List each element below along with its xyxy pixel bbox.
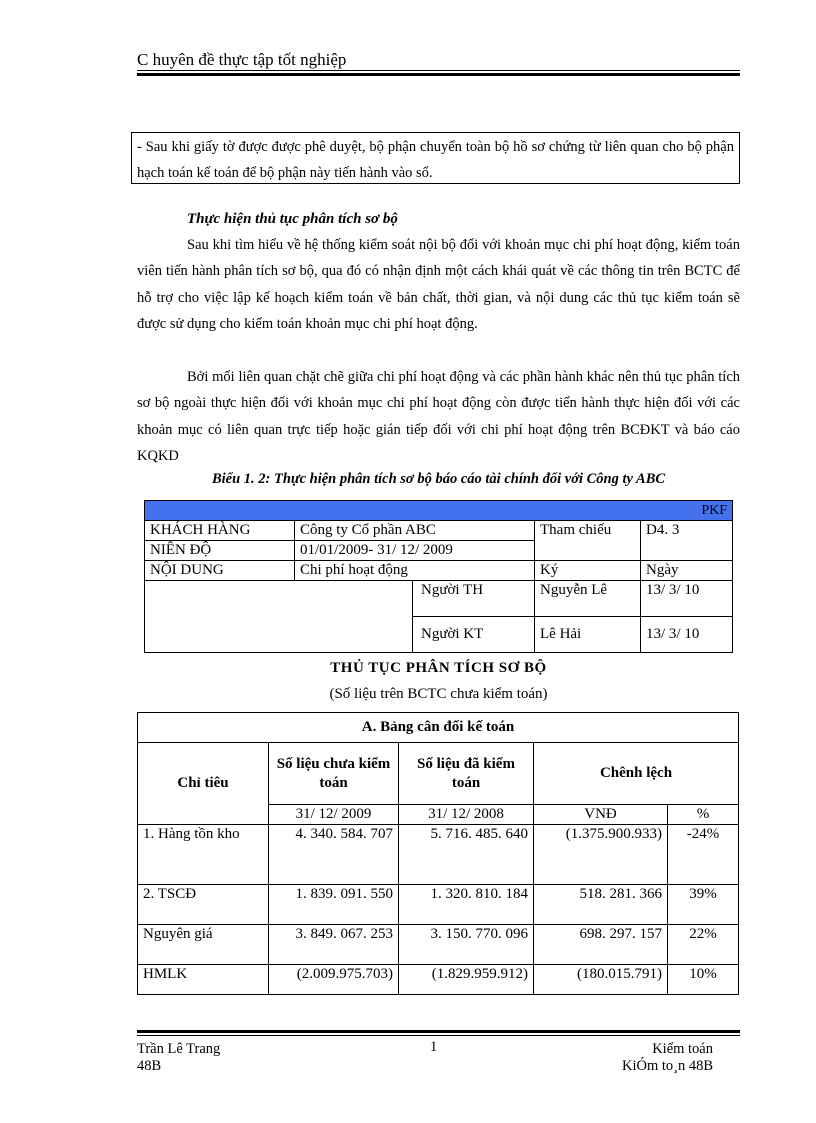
balance-sheet-section-title: A. Bảng cân đối kế toán xyxy=(138,713,739,743)
row-audited: (1.829.959.912) xyxy=(399,965,534,995)
row-pct: 39% xyxy=(668,885,739,925)
row-item: HMLK xyxy=(138,965,269,995)
content-label: NỘI DUNG xyxy=(145,561,295,581)
row-diff: 698. 297. 157 xyxy=(534,925,668,965)
col-unaudited-header: Số liệu chưa kiểm toán xyxy=(269,743,399,805)
reviewer-label: Người KT xyxy=(413,617,535,653)
preparer-label: Người TH xyxy=(413,581,535,617)
footer-rule-thick xyxy=(137,1030,740,1033)
date-audited: 31/ 12/ 2008 xyxy=(399,805,534,825)
row-unaudited: (2.009.975.703) xyxy=(269,965,399,995)
page-header-title: C huyên đề thực tập tốt nghiệp xyxy=(137,50,347,69)
reference-value: D4. 3 xyxy=(641,521,733,561)
col-audited-header: Số liệu đã kiểm toán xyxy=(399,743,534,805)
row-item: 2. TSCĐ xyxy=(138,885,269,925)
date-unaudited: 31/ 12/ 2009 xyxy=(269,805,399,825)
header-rule-thick xyxy=(137,73,740,76)
audit-info-table xyxy=(144,500,733,653)
row-item: 1. Hàng tồn kho xyxy=(138,825,269,885)
row-audited: 5. 716. 485. 640 xyxy=(399,825,534,885)
row-item: Nguyên giá xyxy=(138,925,269,965)
row-pct: 10% xyxy=(668,965,739,995)
row-unaudited: 1. 839. 091. 550 xyxy=(269,885,399,925)
page-number: 1 xyxy=(430,1039,438,1055)
paragraph-1: Sau khi tìm hiểu về hệ thống kiểm soát nội bộ đối với khoản mục chi phí hoạt động, kiểm toán viên tiến hành phân tích sơ bộ, qua đó có nhận định một cách khái quát về các thông tin trên BCTC để hỗ trợ cho việc lập kế hoạch kiểm toán về bản chất, thời gian, và nội dung các thủ tục kiểm toán sẽ được sử dụng cho kiểm toán khoản mục chi phí hoạt động. xyxy=(137,237,740,332)
blank-cell xyxy=(145,581,413,653)
header-rule-thin xyxy=(137,70,740,71)
table-row xyxy=(138,825,739,885)
figure-caption: Biểu 1. 2: Thực hiện phân tích sơ bộ báo cáo tài chính đối với Công ty ABC xyxy=(211,471,666,487)
footer-left xyxy=(137,1041,220,1075)
sign-label: Ký xyxy=(535,561,641,581)
client-label: KHÁCH HÀNG xyxy=(145,521,295,541)
row-diff: (180.015.791) xyxy=(534,965,668,995)
table-row xyxy=(138,925,739,965)
footer-dept-garbled: KiÓm to¸n 48B xyxy=(621,1058,713,1074)
footer-rule-thin xyxy=(137,1035,740,1036)
col-item-header: Chỉ tiêu xyxy=(138,743,269,825)
row-diff: 518. 281. 366 xyxy=(534,885,668,925)
footer-dept: Kiểm toán xyxy=(652,1041,713,1057)
table-row xyxy=(138,965,739,995)
procedure-subtitle: (Số liệu trên BCTC chưa kiểm toán) xyxy=(329,686,548,702)
period-value: 01/01/2009- 31/ 12/ 2009 xyxy=(295,541,535,561)
paragraph-2: Bởi mối liên quan chặt chẽ giữa chi phí hoạt động và các phần hành khác nên thủ tục phân tích sơ bộ ngoài thực hiện đối với khoản mục chi phí hoạt động còn được tiến hành thực hiện đối với các khoản mục có liên quan trực tiếp hoặc gián tiếp đối với chi phí hoạt động trên BCĐKT và báo cáo KQKD xyxy=(137,369,740,464)
period-label: NIÊN ĐỘ xyxy=(145,541,295,561)
preparer-date: 13/ 3/ 10 xyxy=(641,581,733,617)
row-diff: (1.375.900.933) xyxy=(534,825,668,885)
row-audited: 1. 320. 810. 184 xyxy=(399,885,534,925)
balance-sheet-table xyxy=(137,712,739,995)
reference-label: Tham chiếu xyxy=(535,521,641,561)
content-value: Chi phí hoạt động xyxy=(295,561,535,581)
row-unaudited: 3. 849. 067. 253 xyxy=(269,925,399,965)
reviewer-name: Lê Hải xyxy=(535,617,641,653)
pkf-logo: PKF xyxy=(145,501,733,521)
row-pct: -24% xyxy=(668,825,739,885)
row-unaudited: 4. 340. 584. 707 xyxy=(269,825,399,885)
row-audited: 3. 150. 770. 096 xyxy=(399,925,534,965)
footer-author: Trần Lê Trang xyxy=(137,1041,221,1057)
client-value: Công ty Cổ phần ABC xyxy=(295,521,535,541)
preparer-name: Nguyễn Lê xyxy=(535,581,641,617)
row-pct: 22% xyxy=(668,925,739,965)
date-label: Ngày xyxy=(641,561,733,581)
unit-vnd: VNĐ xyxy=(534,805,668,825)
section-heading: Thực hiện thủ tục phân tích sơ bộ xyxy=(187,211,398,227)
table-row xyxy=(138,885,739,925)
col-diff-header: Chênh lệch xyxy=(534,743,739,805)
footer-right xyxy=(588,1041,713,1075)
boxed-note: - Sau khi giấy tờ được được phê duyệt, bộ phận chuyển toàn bộ hồ sơ chứng từ liên quan cho bộ phận hạch toán kế toán để bộ phận này tiến hành vào sổ. xyxy=(131,132,740,184)
reviewer-date: 13/ 3/ 10 xyxy=(641,617,733,653)
unit-percent: % xyxy=(668,805,739,825)
procedure-title: THỦ TỤC PHÂN TÍCH SƠ BỘ xyxy=(330,660,547,676)
footer-class: 48B xyxy=(137,1058,162,1074)
